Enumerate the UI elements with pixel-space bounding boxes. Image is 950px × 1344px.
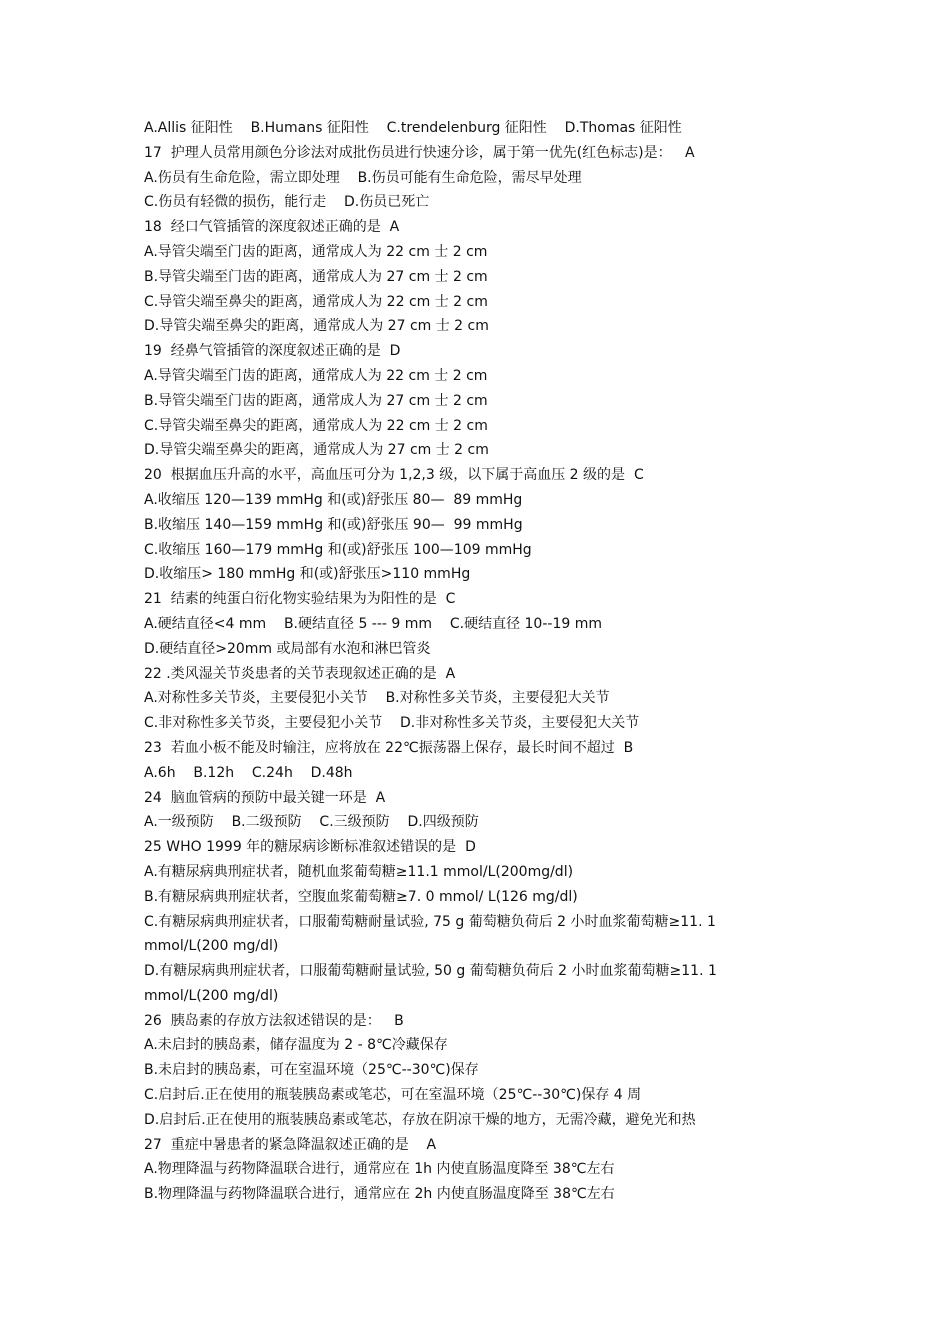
text-line: 19 经鼻气管插管的深度叙述正确的是 D [144,343,401,360]
text-line: mmol/L(200 mg/dl) [144,938,279,955]
text-line: A.物理降温与药物降温联合进行，通常应在 1h 内使直肠温度降至 38℃左右 [144,1161,615,1178]
text-line: A.收缩压 120—139 mmHg 和(或)舒张压 80— 89 mmHg [144,491,523,508]
text-line: A.6h B.12h C.24h D.48h [144,764,353,781]
text-line: A.未启封的胰岛素，储存温度为 2 - 8℃冷藏保存 [144,1037,448,1054]
text-line: C.导管尖端至鼻尖的距离，通常成人为 22 cm 士 2 cm [144,417,488,434]
text-line: 22 .类风湿关节炎患者的关节表现叙述正确的是 A [144,665,456,682]
text-line: D.导管尖端至鼻尖的距离，通常成人为 27 cm 士 2 cm [144,318,489,335]
text-line: 27 重症中暑患者的紧急降温叙述正确的是 A [144,1136,437,1153]
text-line: D.收缩压> 180 mmHg 和(或)舒张压>110 mmHg [144,566,471,583]
text-line: 17 护理人员常用颜色分诊法对成批伤员进行快速分诊，属于第一优先(红色标志)是： A [144,144,695,161]
text-line: D.启封后.正在使用的瓶装胰岛素或笔芯，存放在阴凉干燥的地方，无需冷藏，避免光和热 [144,1111,696,1128]
text-line: B.收缩压 140—159 mmHg 和(或)舒张压 90— 99 mmHg [144,516,523,533]
text-line: mmol/L(200 mg/dl) [144,987,279,1004]
text-line: B.导管尖端至门齿的距离，通常成人为 27 cm 士 2 cm [144,392,488,409]
text-line: 26 胰岛素的存放方法叙述错误的是： B [144,1012,404,1029]
text-line: A.一级预防 B.二级预防 C.三级预防 D.四级预防 [144,814,479,831]
text-line: A.伤员有生命危险，需立即处理 B.伤员可能有生命危险，需尽早处理 [144,169,582,186]
text-line: C.收缩压 160—179 mmHg 和(或)舒张压 100—109 mmHg [144,541,532,558]
text-line: A.有糖尿病典刑症状者，随机血浆葡萄糖≥11.1 mmol/L(200mg/dl) [144,863,574,880]
text-line: A.导管尖端至门齿的距离，通常成人为 22 cm 士 2 cm [144,243,488,260]
text-line: B.物理降温与药物降温联合进行，通常应在 2h 内使直肠温度降至 38℃左右 [144,1186,615,1203]
text-line: 20 根据血压升高的水平，高血压可分为 1,2,3 级，以下属于高血压 2 级的是 C [144,467,644,484]
text-line: C.伤员有轻微的损伤，能行走 D.伤员已死亡 [144,194,430,211]
text-line: B.未启封的胰岛素，可在室温环境（25℃--30℃)保存 [144,1062,479,1079]
text-line: A.硬结直径<4 mm B.硬结直径 5 --- 9 mm C.硬结直径 10--19 mm [144,615,602,632]
text-line: A.对称性多关节炎，主要侵犯小关节 B.对称性多关节炎，主要侵犯大关节 [144,690,610,707]
document-page [144,116,824,1207]
text-line: D.硬结直径>20mm 或局部有水泡和淋巴管炎 [144,640,431,657]
text-line: A.导管尖端至门齿的距离，通常成人为 22 cm 士 2 cm [144,367,488,384]
text-line: B.导管尖端至门齿的距离，通常成人为 27 cm 士 2 cm [144,268,488,285]
text-line: 18 经口气管插管的深度叙述正确的是 A [144,219,400,236]
text-line: A.Allis 征阳性 B.Humans 征阳性 C.trendelenburg 征阳性 D.Thomas 征阳性 [144,120,682,136]
text-line: C.启封后.正在使用的瓶装胰岛素或笔芯，可在室温环境（25℃--30℃)保存 4 周 [144,1087,642,1104]
text-line: 23 若血小板不能及时输注，应将放在 22℃振荡器上保存，最长时间不超过 B [144,739,634,756]
text-line: 21 结素的纯蛋白衍化物实验结果为为阳性的是 C [144,591,456,608]
text-line: D.导管尖端至鼻尖的距离，通常成人为 27 cm 士 2 cm [144,442,489,459]
text-line: C.有糖尿病典刑症状者，口服葡萄糖耐量试验, 75 g 葡萄糖负荷后 2 小时血浆葡萄糖≥11. 1 [144,913,716,930]
text-line: D.有糖尿病典刑症状者，口服葡萄糖耐量试验, 50 g 葡萄糖负荷后 2 小时血浆葡萄糖≥11. 1 [144,963,717,980]
text-line: 24 脑血管病的预防中最关键一环是 A [144,789,386,806]
text-line: C.导管尖端至鼻尖的距离，通常成人为 22 cm 士 2 cm [144,293,488,310]
text-line: B.有糖尿病典刑症状者，空腹血浆葡萄糖≥7. 0 mmol/ L(126 mg/dl) [144,888,578,905]
text-line: 25 WHO 1999 年的糖尿病诊断标准叙述错误的是 D [144,839,476,856]
text-line: C.非对称性多关节炎，主要侵犯小关节 D.非对称性多关节炎，主要侵犯大关节 [144,715,640,732]
